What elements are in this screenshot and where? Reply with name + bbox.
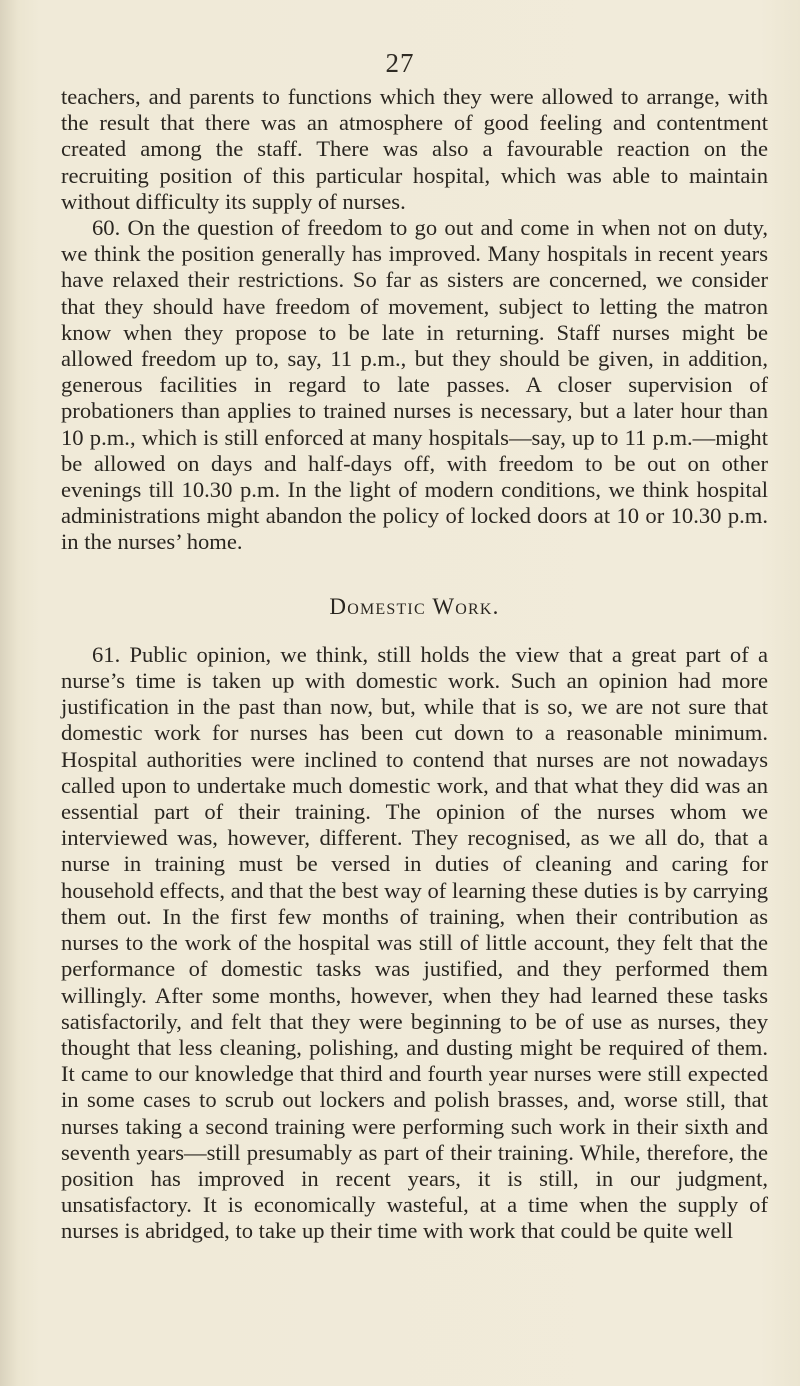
paragraph-continued: teachers, and parents to functions which they were allowed to arrange, with the result that there was an atmosphere of good feeling and contentment created among the staff. There was also a favourable reaction on the recruiting position of this particular hospital, which was able to maintain without difficulty its supply of nurses. — [61, 84, 768, 214]
section-heading-domestic-work: Domestic Work. — [329, 593, 500, 619]
body-text — [61, 84, 768, 1245]
paragraph-60: 60. On the question of freedom to go out and come in when not on duty, we think the position generally has improved. Many hospitals in recent years have relaxed their restrictions. So far as sisters are concerned, we consider that they should have freedom of movement, subject to letting the matron know when they propose to be late in returning. Staff nurses might be allowed freedom up to, say, 11 p.m., but they should be given, in addition, generous facilities in regard to late passes. A closer supervision of probationers than applies to trained nurses is necessary, but a later hour than 10 p.m., which is still enforced at many hospitals—say, up to 11 p.m.—might be allowed on days and half-days off, with freedom to be out on other evenings till 10.30 p.m. In the light of modern conditions, we think hospital administrations might abandon the policy of locked doors at 10 or 10.30 p.m. in the nurses’ home. — [61, 215, 768, 555]
paragraph-61: 61. Public opinion, we think, still holds the view that a great part of a nurse’s time is taken up with domestic work. Such an opinion had more justification in the past than now, but, while that is so, we are not sure that domestic work for nurses has been cut down to a reasonable minimum. Hospital authorities were inclined to contend that nurses are not nowadays called upon to undertake much domestic work, and that what they did was an essential part of their training. The opinion of the nurses whom we interviewed was, however, different. They recognised, as we all do, that a nurse in training must be versed in duties of cleaning and caring for household effects, and that the best way of learning these duties is by carrying them out. In the first few months of training, when their contribution as nurses to the work of the hospital was still of little account, they felt that the performance of domestic tasks was justified, and they performed them willingly. After some months, however, when they had learned these tasks satisfactorily, and felt that they were beginning to be of use as nurses, they thought that less cleaning, polishing, and dusting might be required of them. It came to our knowledge that third and fourth year nurses were still expected in some cases to scrub out lockers and polish brasses, and, worse still, that nurses taking a second training were performing such work in their sixth and seventh years—still presumably as part of their training. While, therefore, the position has improved in recent years, it is still, in our judgment, unsatisfactory. It is economically wasteful, at a time when the supply of nurses is abridged, to take up their time with work that could be quite well — [61, 641, 768, 1244]
page-number: 27 — [385, 48, 415, 78]
